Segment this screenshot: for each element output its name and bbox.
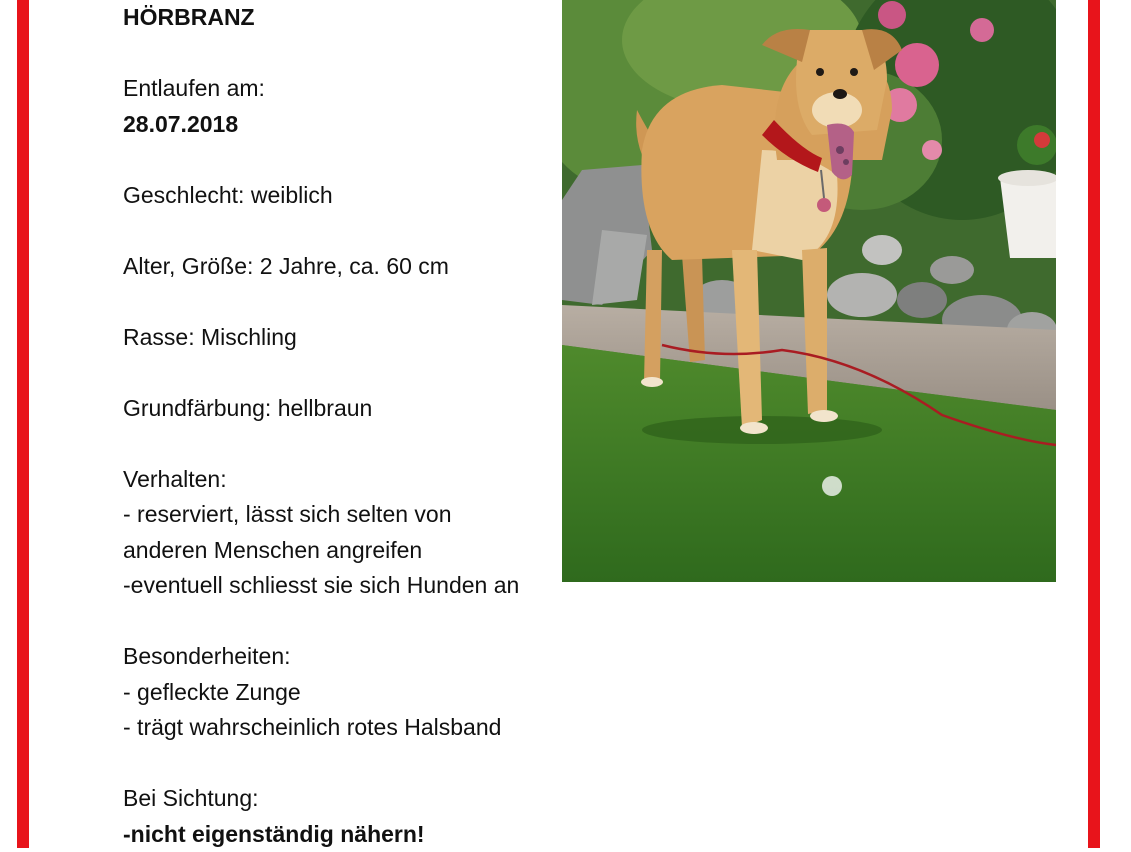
sex-info: Geschlecht: weiblich xyxy=(123,178,563,214)
dog-photo xyxy=(562,0,1056,582)
behavior-line: anderen Menschen angreifen xyxy=(123,533,563,569)
sighting-label: Bei Sichtung: xyxy=(123,781,563,817)
feature-line: - trägt wahrscheinlich rotes Halsband xyxy=(123,710,563,746)
features-label: Besonderheiten: xyxy=(123,639,563,675)
behavior-line: -eventuell schliesst sie sich Hunden an xyxy=(123,568,563,604)
behavior-label: Verhalten: xyxy=(123,462,563,498)
dog-info-text xyxy=(123,0,563,852)
left-red-border xyxy=(17,0,29,848)
breed-info: Rasse: Mischling xyxy=(123,320,563,356)
feature-line: - gefleckte Zunge xyxy=(123,675,563,711)
right-red-border xyxy=(1088,0,1100,848)
collar-tag xyxy=(817,198,831,212)
lost-label: Entlaufen am: xyxy=(123,71,563,107)
behavior-line: - reserviert, lässt sich selten von xyxy=(123,497,563,533)
color-info: Grundfärbung: hellbraun xyxy=(123,391,563,427)
lost-date: 28.07.2018 xyxy=(123,107,563,143)
sighting-instruction: -nicht eigenständig nähern! xyxy=(123,817,563,852)
location-heading: HÖRBRANZ xyxy=(123,0,563,36)
age-size-info: Alter, Größe: 2 Jahre, ca. 60 cm xyxy=(123,249,563,285)
